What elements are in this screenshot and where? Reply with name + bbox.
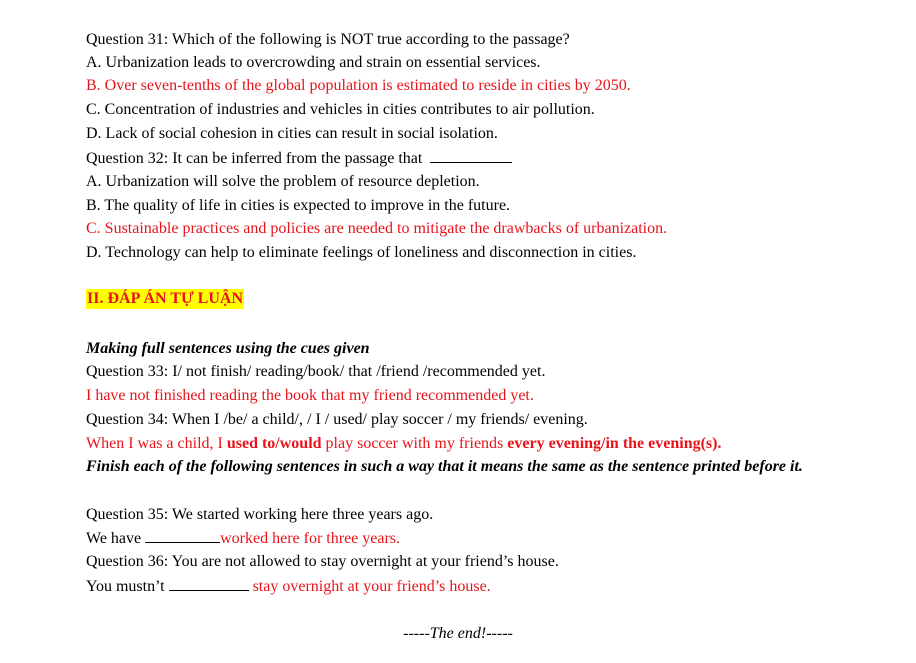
question-32-option-c-answer: C. Sustainable practices and policies are needed to mitigate the drawbacks of urbanization. — [86, 220, 668, 237]
question-31-option-b-answer: B. Over seven-tenths of the global population is estimated to reside in cities by 2050. — [86, 77, 631, 94]
question-32-option-b: B. The quality of life in cities is expected to improve in the future. — [86, 197, 511, 214]
question-34-answer-part1: When I was a child, I — [86, 435, 227, 452]
question-34-answer-part2: play soccer with my friends — [321, 435, 508, 452]
question-35-prompt: Question 35: We started working here three years ago. — [86, 506, 434, 523]
question-33-answer: I have not finished reading the book that my friend recommended yet. — [86, 387, 534, 404]
section-heading: II. ĐÁP ÁN TỰ LUẬN — [87, 290, 244, 307]
question-35-answer-line — [86, 528, 400, 549]
end-marker: -----The end!----- — [403, 625, 513, 642]
answer-blank — [430, 148, 512, 163]
question-31-option-c: C. Concentration of industries and vehicles in cities contributes to air pollution. — [86, 101, 595, 118]
question-36-answer: stay overnight at your friend’s house. — [248, 578, 491, 595]
question-35-answer: worked here for three years. — [220, 530, 401, 547]
instruction-full-sentences: Making full sentences using the cues given — [86, 340, 370, 357]
question-36-answer-line — [86, 576, 491, 597]
question-35-lead: We have — [86, 530, 146, 547]
question-31-stem: Question 31: Which of the following is NOT true according to the passage? — [86, 31, 570, 48]
question-32-stem-line — [86, 148, 512, 169]
question-36-prompt: Question 36: You are not allowed to stay overnight at your friend’s house. — [86, 553, 559, 570]
question-34-answer-bold1: used to/would — [226, 435, 322, 452]
question-32-option-a: A. Urbanization will solve the problem of resource depletion. — [86, 173, 480, 190]
question-32-option-d: D. Technology can help to eliminate feelings of loneliness and disconnection in cities. — [86, 244, 637, 261]
question-34-answer — [86, 434, 721, 454]
question-33-prompt: Question 33: I/ not finish/ reading/book/ that /friend /recommended yet. — [86, 363, 546, 380]
question-31-option-d: D. Lack of social cohesion in cities can result in social isolation. — [86, 125, 498, 142]
answer-blank — [145, 528, 220, 543]
question-32-stem: Question 32: It can be inferred from the passage that — [86, 150, 423, 167]
question-36-lead: You mustn’t — [86, 578, 169, 595]
instruction-rewrite-sentences: Finish each of the following sentences in such a way that it means the same as the sentence printed before it. — [86, 458, 803, 475]
question-31-option-a: A. Urbanization leads to overcrowding and strain on essential services. — [86, 54, 541, 71]
question-34-answer-bold2: every evening/in the evening(s). — [507, 435, 722, 452]
question-34-prompt: Question 34: When I /be/ a child/, / I / used/ play soccer / my friends/ evening. — [86, 411, 588, 428]
answer-blank — [169, 576, 249, 591]
